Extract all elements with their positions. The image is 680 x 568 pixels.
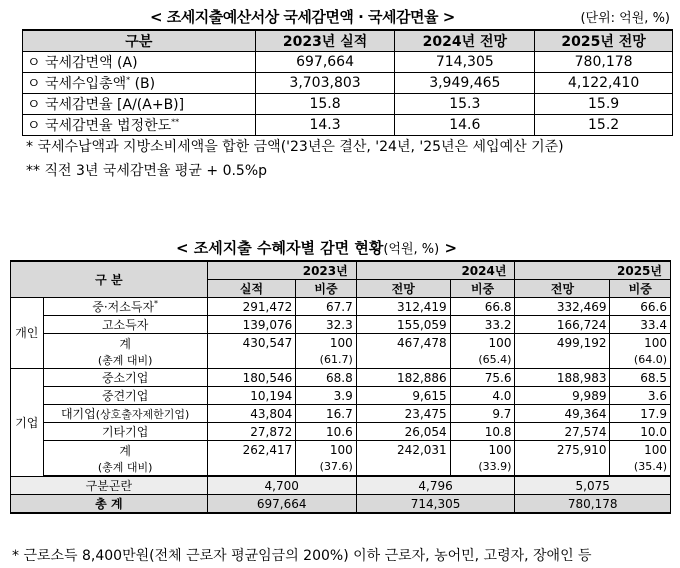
- value: 312,419: [356, 298, 450, 316]
- table-row: [23, 94, 673, 115]
- table1-header-category: 구분: [23, 30, 256, 52]
- value: 499,192: [515, 334, 610, 352]
- row-label-tail: (상호출자제한기업): [95, 408, 190, 421]
- value: 33.2: [450, 316, 515, 334]
- value-2025: 15.9: [535, 94, 673, 115]
- value: 67.7: [296, 298, 356, 316]
- row-sublabel: (총계 대비): [97, 460, 153, 474]
- value-2025: 4,122,410: [535, 73, 673, 94]
- header-year-2025: 2025년: [515, 261, 671, 280]
- value: 780,178: [515, 495, 671, 514]
- table1-header-row: [23, 30, 673, 52]
- value: 43,804: [207, 405, 296, 423]
- value: 188,983: [515, 369, 610, 387]
- row-sublabel: (총계 대비): [97, 353, 153, 367]
- value: 9.7: [450, 405, 515, 423]
- table1-footnote-2: ** 직전 3년 국세감면율 평균 + 0.5%p: [26, 163, 268, 179]
- value-2025: 15.2: [535, 115, 673, 136]
- empty-cell: [207, 458, 296, 476]
- row-label: [43, 298, 207, 316]
- empty-cell: [515, 458, 610, 476]
- value: 242,031: [356, 441, 450, 459]
- value: 714,305: [356, 495, 515, 514]
- row-label: 총 계: [11, 495, 208, 514]
- header-actual: 실적: [207, 280, 296, 298]
- row-label: [43, 441, 207, 476]
- row-label-text: 중·저소득자: [92, 300, 155, 314]
- value: 100: [296, 441, 356, 459]
- row-label: [23, 73, 256, 94]
- table-row: [11, 369, 671, 387]
- share-of-total: (64.0): [610, 351, 671, 369]
- value-2024: 14.6: [395, 115, 535, 136]
- row-label: ㅇ 국세감면율 [A/(A+B)]: [23, 94, 256, 115]
- value: 430,547: [207, 334, 296, 352]
- value: 100: [610, 441, 671, 459]
- row-label: 중소기업: [43, 369, 207, 387]
- table2-title-text: < 조세지출 수혜자별 감면 현황: [176, 239, 384, 257]
- value: 9,615: [356, 387, 450, 405]
- value: 27,872: [207, 423, 296, 441]
- table1-header-2025: 2025년 전망: [535, 30, 673, 52]
- value: 10,194: [207, 387, 296, 405]
- row-label: ㅇ 국세감면액 (A): [23, 52, 256, 73]
- value: 697,664: [207, 495, 356, 514]
- table-row: [23, 73, 673, 94]
- table1-title: < 조세지출예산서상 국세감면액 · 국세감면율 >: [150, 8, 455, 26]
- value: 49,364: [515, 405, 610, 423]
- value: 332,469: [515, 298, 610, 316]
- value: 68.5: [610, 369, 671, 387]
- table-row: [11, 423, 671, 441]
- row-label: [43, 334, 207, 369]
- table-row: [23, 115, 673, 136]
- value-2024: 714,305: [395, 52, 535, 73]
- value: 275,910: [515, 441, 610, 459]
- value: 166,724: [515, 316, 610, 334]
- footnote-mark: **: [171, 117, 180, 127]
- value: 23,475: [356, 405, 450, 423]
- footnote-mark: *: [154, 299, 159, 308]
- value: 100: [610, 334, 671, 352]
- value-2024: 15.3: [395, 94, 535, 115]
- value: 10.6: [296, 423, 356, 441]
- value: 27,574: [515, 423, 610, 441]
- empty-cell: [356, 351, 450, 369]
- table2-title-end: >: [439, 239, 458, 257]
- row-label-text: ㅇ 국세수입총액: [27, 76, 127, 92]
- share-of-total: (35.4): [610, 458, 671, 476]
- footnote-mark: *: [126, 75, 131, 85]
- value: 68.8: [296, 369, 356, 387]
- header-share: 비중: [296, 280, 356, 298]
- table1-unit: (단위: 억원, %): [580, 11, 670, 26]
- row-label: 고소득자: [43, 316, 207, 334]
- share-of-total: (65.4): [450, 351, 515, 369]
- row-label-text: ㅇ 국세감면율 법정한도: [27, 118, 172, 134]
- value-2023: 14.3: [255, 115, 395, 136]
- value: 75.6: [450, 369, 515, 387]
- empty-cell: [515, 351, 610, 369]
- header-share: 비중: [450, 280, 515, 298]
- grand-total-row: [11, 495, 671, 514]
- value: 262,417: [207, 441, 296, 459]
- table1-footnote-1: * 국세수납액과 지방소비세액을 합한 금액('23년은 결산, '24년, '25년은 세입예산 기준): [26, 139, 564, 155]
- table2-footnote: * 근로소득 8,400만원(전체 근로자 평균임금의 200%) 이하 근로자, 농어민, 고령자, 장애인 등: [12, 548, 592, 564]
- row-label-tail: (B): [130, 76, 156, 92]
- value: 10.8: [450, 423, 515, 441]
- row-label-text: 계: [119, 336, 131, 351]
- value-2023: 15.8: [255, 94, 395, 115]
- value-2025: 780,178: [535, 52, 673, 73]
- value: 100: [450, 334, 515, 352]
- row-label: 중견기업: [43, 387, 207, 405]
- value: 100: [296, 334, 356, 352]
- table1-header-2023: 2023년 실적: [255, 30, 395, 52]
- value: 26,054: [356, 423, 450, 441]
- tax-reduction-table: [22, 29, 673, 136]
- value: 4.0: [450, 387, 515, 405]
- table1-header-2024: 2024년 전망: [395, 30, 535, 52]
- header-forecast: 전망: [356, 280, 450, 298]
- row-label: 기타기업: [43, 423, 207, 441]
- row-label-text: 대기업: [60, 407, 96, 421]
- row-label: [23, 115, 256, 136]
- row-label: 구분곤란: [11, 477, 208, 495]
- value: 139,076: [207, 316, 296, 334]
- share-of-total: (37.6): [296, 458, 356, 476]
- group-individual: 개인: [11, 298, 44, 369]
- empty-cell: [207, 351, 296, 369]
- value: 16.7: [296, 405, 356, 423]
- value: 4,796: [356, 477, 515, 495]
- table2-year-row: [11, 261, 671, 280]
- table-row: [11, 316, 671, 334]
- table-row: [11, 334, 671, 352]
- value: 5,075: [515, 477, 671, 495]
- header-year-2024: 2024년: [356, 261, 515, 280]
- share-of-total: (33.9): [450, 458, 515, 476]
- value: 9,989: [515, 387, 610, 405]
- table2-header-label: 구 분: [11, 261, 208, 298]
- table2-unit: (억원, %): [383, 242, 440, 257]
- value: 155,059: [356, 316, 450, 334]
- value: 182,886: [356, 369, 450, 387]
- value: 32.3: [296, 316, 356, 334]
- empty-cell: [356, 458, 450, 476]
- row-label: [43, 405, 207, 423]
- value: 66.8: [450, 298, 515, 316]
- value-2023: 3,703,803: [255, 73, 395, 94]
- value: 17.9: [610, 405, 671, 423]
- value: 3.9: [296, 387, 356, 405]
- table2-title: [176, 237, 457, 258]
- table-row: [11, 477, 671, 495]
- header-year-2023: 2023년: [207, 261, 356, 280]
- header-share: 비중: [610, 280, 671, 298]
- value: 291,472: [207, 298, 296, 316]
- table-row: [23, 52, 673, 73]
- value-2024: 3,949,465: [395, 73, 535, 94]
- value: 10.0: [610, 423, 671, 441]
- value: 180,546: [207, 369, 296, 387]
- value: 33.4: [610, 316, 671, 334]
- beneficiary-table: [10, 260, 671, 514]
- group-corporate: 기업: [11, 369, 44, 477]
- value: 3.6: [610, 387, 671, 405]
- table-row: [11, 441, 671, 459]
- row-label-text: 계: [119, 443, 131, 458]
- table-row: [11, 387, 671, 405]
- value-2023: 697,664: [255, 52, 395, 73]
- table-row: [11, 298, 671, 316]
- value: 467,478: [356, 334, 450, 352]
- table-row: [11, 405, 671, 423]
- value: 66.6: [610, 298, 671, 316]
- share-of-total: (61.7): [296, 351, 356, 369]
- header-forecast: 전망: [515, 280, 610, 298]
- value: 4,700: [207, 477, 356, 495]
- value: 100: [450, 441, 515, 459]
